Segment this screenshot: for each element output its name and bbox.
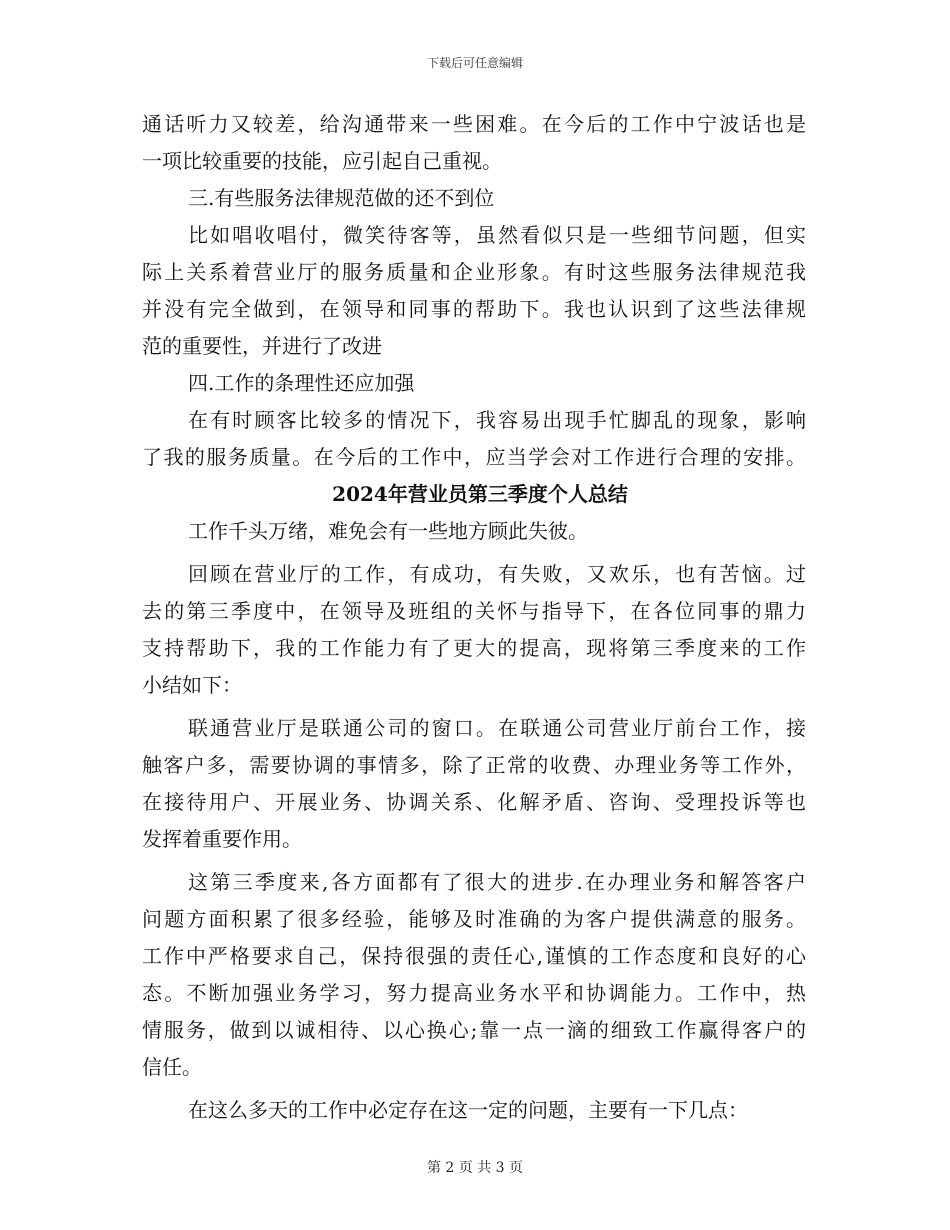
text-line: 在接待用户、开展业务、协调关系、化解矛盾、咨询、受理投诉等也: [142, 790, 806, 814]
document-title: 2024年营业员第三季度个人总结: [332, 482, 628, 506]
section-heading: 四.工作的条理性还应加强: [188, 371, 415, 395]
text-line: 了我的服务质量。在今后的工作中，应当学会对工作进行合理的安排。: [142, 445, 806, 469]
document-body: [142, 106, 806, 1129]
text-line: 信任。: [142, 1055, 202, 1079]
text-line: 在有时顾客比较多的情况下，我容易出现手忙脚乱的现象，影响: [188, 408, 806, 432]
text-line: 去的第三季度中，在领导及班组的关怀与指导下，在各位同事的鼎力: [142, 599, 806, 623]
text-line: 态。不断加强业务学习，努力提高业务水平和协调能力。工作中，热: [142, 981, 806, 1005]
text-line: 触客户多，需要协调的事情多，除了正常的收费、办理业务等工作外，: [142, 753, 806, 777]
text-line: 范的重要性，并进行了改进: [142, 334, 382, 358]
page-header: 下载后可任意编辑: [426, 56, 523, 70]
text-line: 情服务，做到以诚相待、以心换心;靠一点一滴的细致工作赢得客户的: [142, 1018, 806, 1042]
text-line: 并没有完全做到，在领导和同事的帮助下。我也认识到了这些法律规: [142, 297, 806, 321]
text-line: 通话听力又较差，给沟通带来一些困难。在今后的工作中宁波话也是: [142, 112, 806, 136]
text-line: 工作中严格要求自己，保持很强的责任心,谨慎的工作态度和良好的心: [142, 944, 806, 968]
text-line: 在这么多天的工作中必定存在这一定的问题，主要有一下几点：: [188, 1098, 748, 1122]
section-heading: 三.有些服务法律规范做的还不到位: [188, 186, 495, 210]
text-line: 发挥着重要作用。: [142, 827, 302, 851]
text-line: 回顾在营业厅的工作，有成功，有失败，又欢乐，也有苦恼。过: [188, 562, 806, 586]
page-footer: 第 2 页 共 3 页: [426, 1160, 524, 1176]
text-line: 际上关系着营业厅的服务质量和企业形象。有时这些服务法律规范我: [142, 260, 806, 284]
text-line: 这第三季度来,各方面都有了很大的进步.在办理业务和解答客户: [188, 870, 806, 894]
text-line: 支持帮助下，我的工作能力有了更大的提高，现将第三季度来的工作: [142, 636, 806, 660]
text-line: 小结如下：: [142, 673, 242, 697]
text-line: 工作千头万绪，难免会有一些地方顾此失彼。: [188, 519, 588, 543]
text-line: 问题方面积累了很多经验，能够及时准确的为客户提供满意的服务。: [142, 907, 806, 931]
text-line: 比如唱收唱付，微笑待客等，虽然看似只是一些细节问题，但实: [188, 223, 806, 247]
text-line: 一项比较重要的技能，应引起自己重视。: [142, 149, 502, 173]
text-line: 联通营业厅是联通公司的窗口。在联通公司营业厅前台工作，接: [188, 716, 806, 740]
